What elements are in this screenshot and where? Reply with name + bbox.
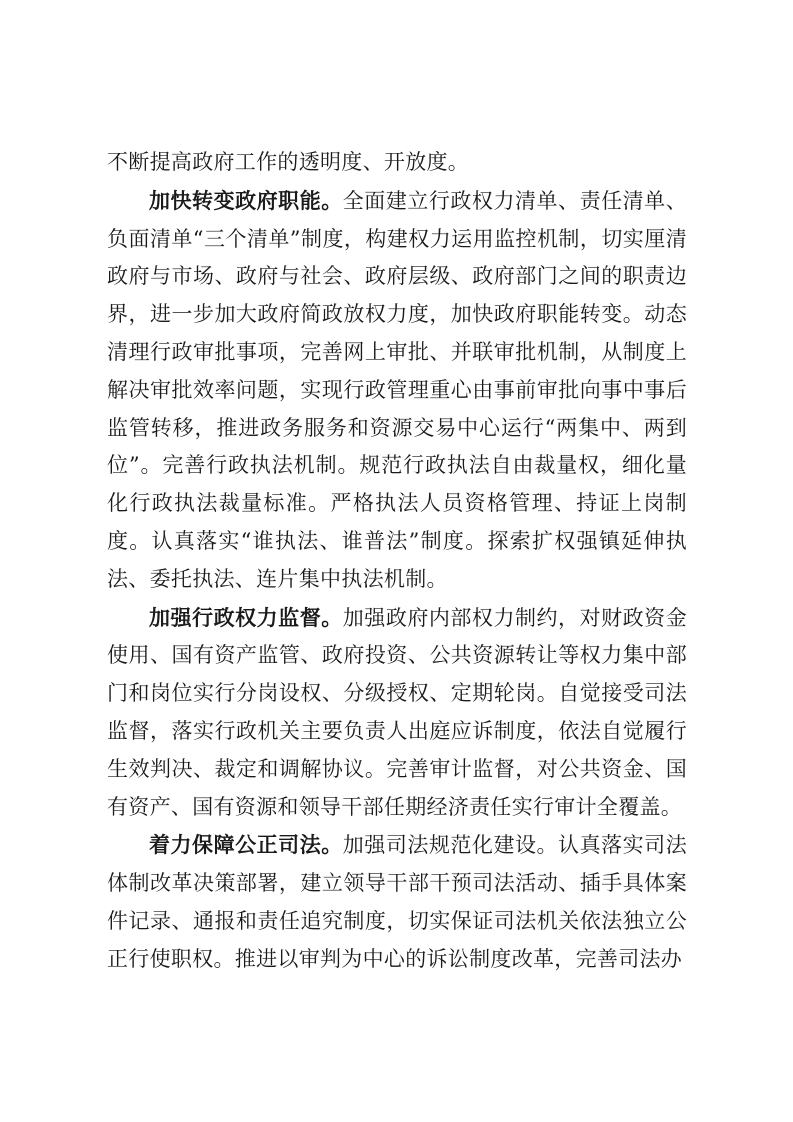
- paragraph-heading: 加快转变政府职能。: [149, 187, 343, 213]
- paragraph-judicial-fairness: [107, 826, 687, 978]
- paragraph-body: 全面建立行政权力清单、责任清单、负面清单“三个清单”制度，构建权力运用监控机制，切实厘清政府与市场、政府与社会、政府层级、政府部门之间的职责边界，进一步加大政府简政放权力度，加快政府职能转变。动态清理行政审批事项，完善网上审批、并联审批机制，从制度上解决审批效率问题，实现行政管理重心由事前审批向事中事后监管转移，推进政务服务和资源交易中心运行“两集中、两到位”。完善行政执法机制。规范行政执法自由裁量权，细化量化行政执法裁量标准。严格执法人员资格管理、持证上岗制度。认真落实“谁执法、谁普法”制度。探索扩权强镇延伸执法、委托执法、连片集中执法机制。: [107, 188, 687, 591]
- paragraph-heading: 着力保障公正司法。: [149, 832, 343, 858]
- paragraph-body: 加强政府内部权力制约，对财政资金使用、国有资产监管、政府投资、公共资源转让等权力集中部门和岗位实行分岗设权、分级授权、定期轮岗。自觉接受司法监督，落实行政机关主要负责人出庭应诉制度，依法自觉履行生效判决、裁定和调解协议。完善审计监督，对公共资金、国有资产、国有资源和领导干部任期经济责任实行审计全覆盖。: [107, 605, 687, 819]
- paragraph-continuation: [107, 144, 687, 182]
- paragraph-power-supervision: [107, 599, 687, 827]
- paragraph-body: 加强司法规范化建设。认真落实司法体制改革决策部署，建立领导干部干预司法活动、插手具体案件记录、通报和责任追究制度，切实保证司法机关依法独立公正行使职权。推进以审判为中心的诉讼制度改革，完善司法办: [107, 833, 687, 971]
- paragraph-body: 不断提高政府工作的透明度、开放度。: [107, 150, 470, 174]
- paragraph-government-functions: [107, 182, 687, 599]
- paragraph-heading: 加强行政权力监督。: [149, 604, 343, 630]
- document-page: [107, 144, 687, 979]
